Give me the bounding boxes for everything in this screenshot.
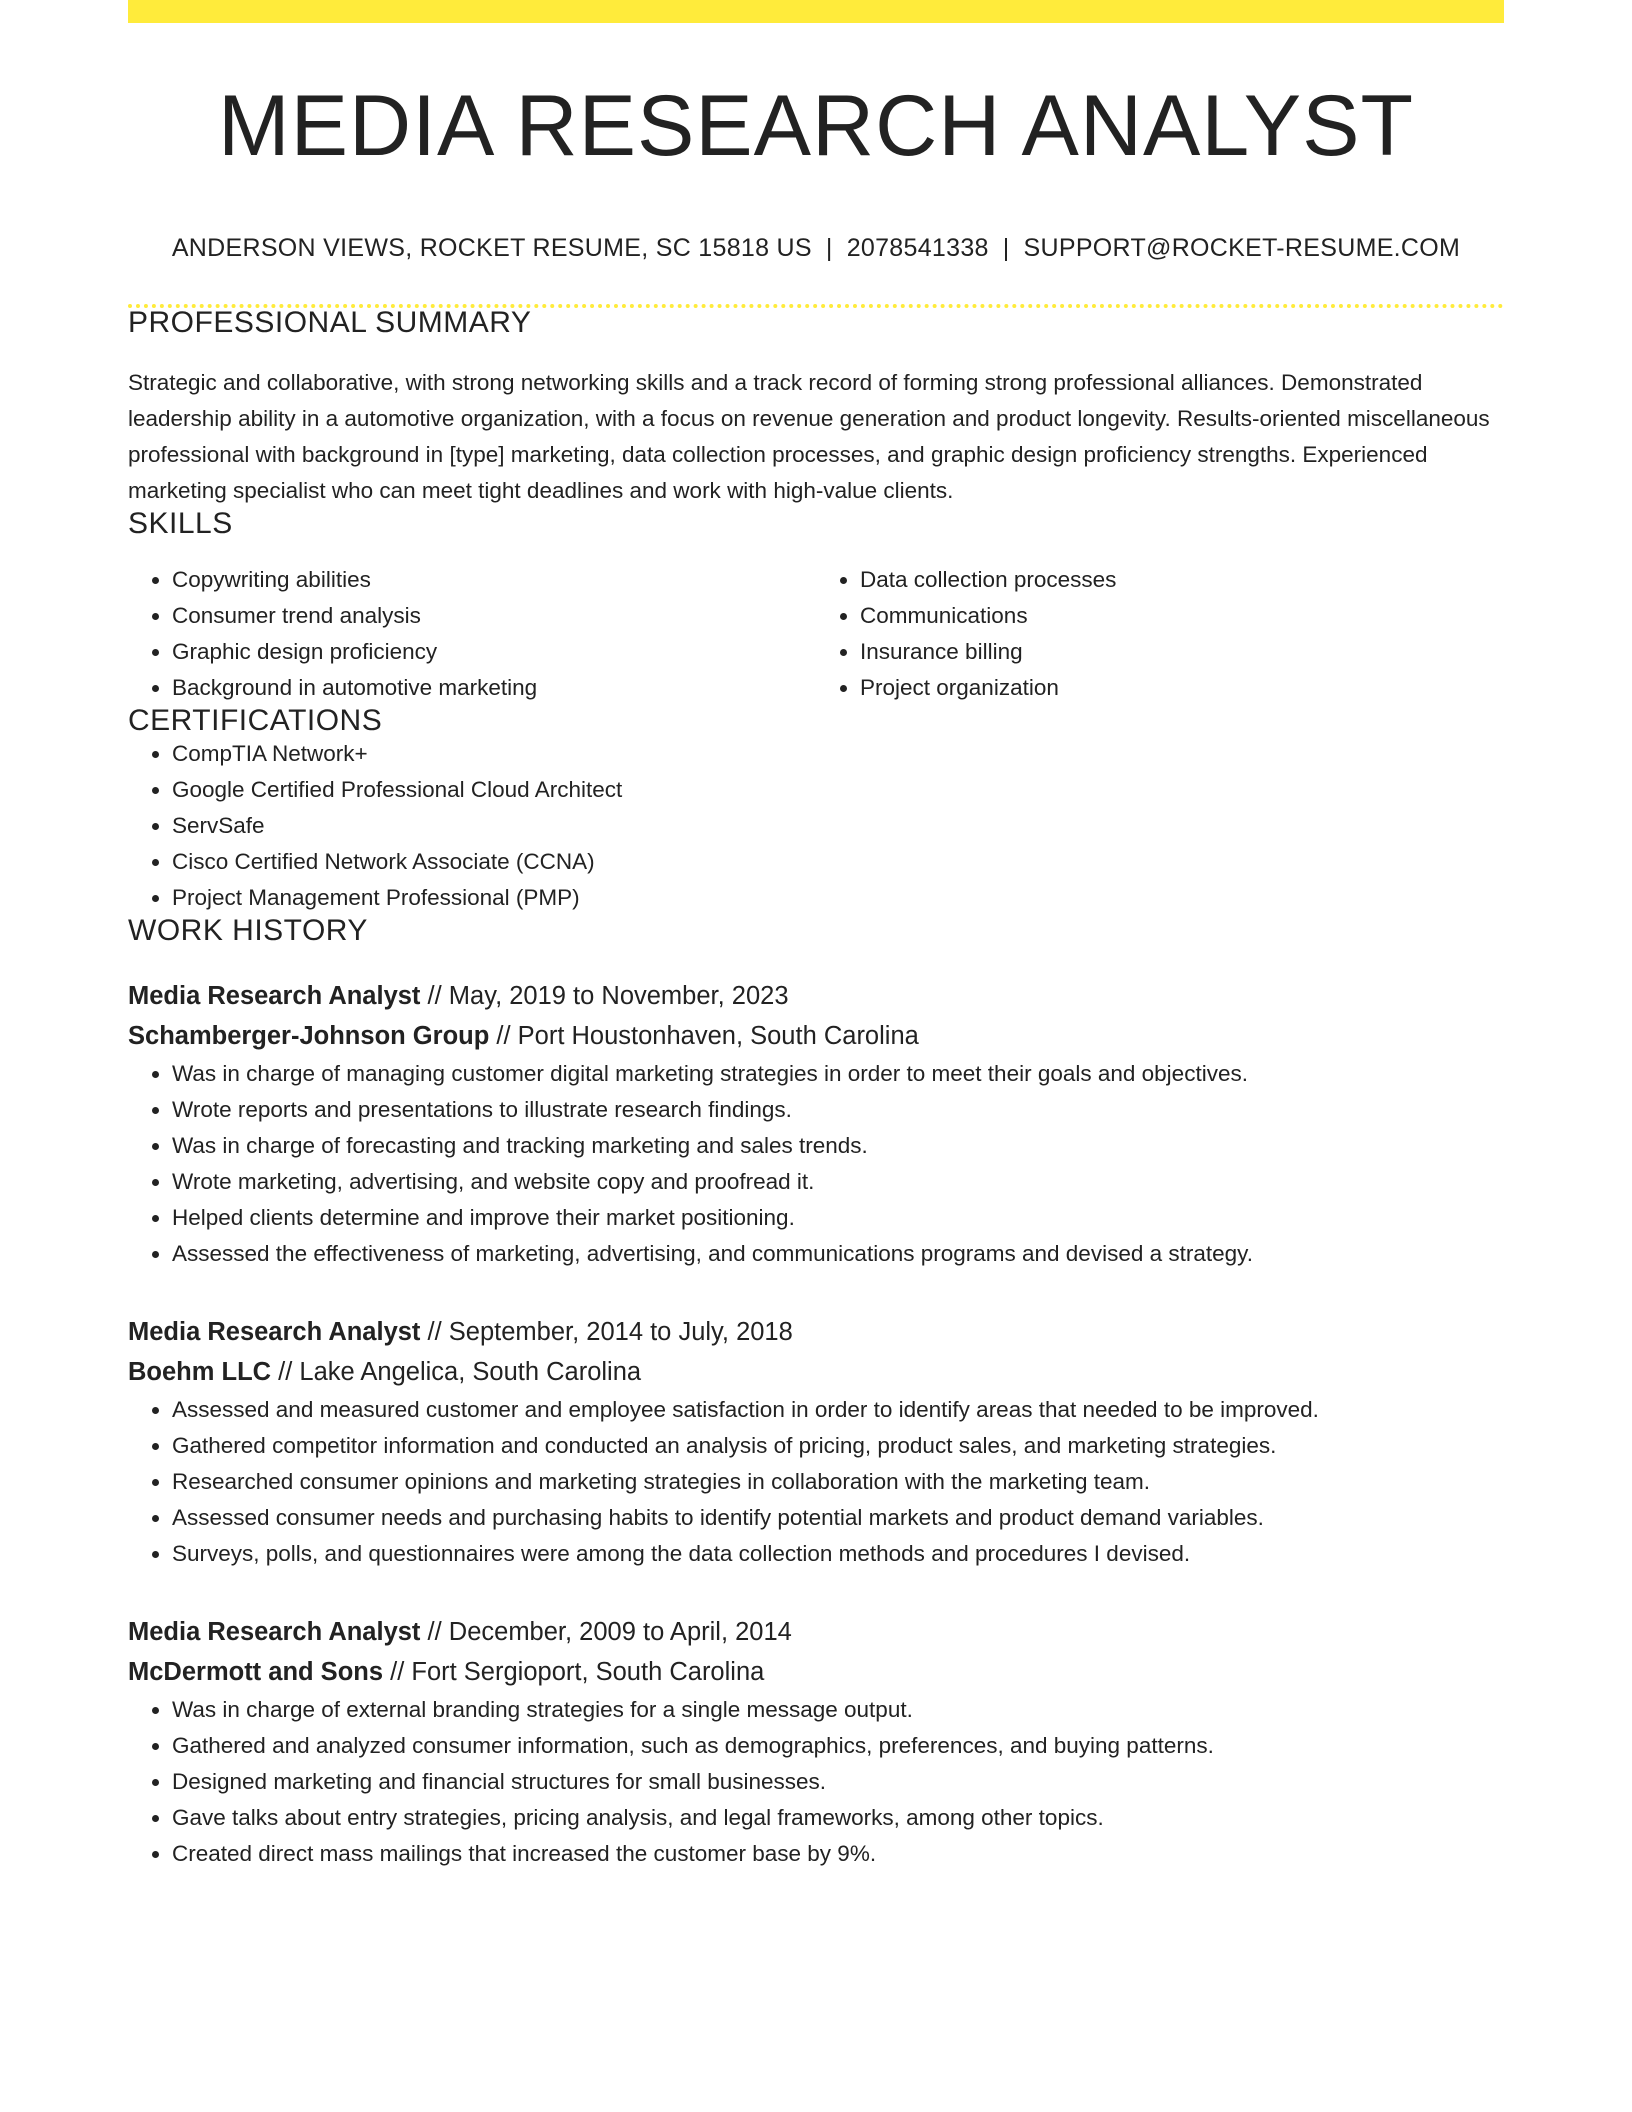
skill-item: • Communications: [860, 598, 1504, 634]
job-entry: [128, 1312, 1504, 1572]
resume-title: MEDIA RESEARCH ANALYST: [217, 78, 1415, 174]
skill-item: • Background in automotive marketing: [172, 670, 816, 706]
skills-heading: SKILLS: [128, 507, 233, 540]
accent-top-bar: [128, 0, 1504, 23]
contact-email: SUPPORT@ROCKET-RESUME.COM: [1023, 234, 1461, 262]
job-bullet: • Assessed consumer needs and purchasing habits to identify potential markets and product demand variables.: [172, 1500, 1504, 1536]
job-title-line: [128, 1612, 1504, 1652]
job-location: // Port Houstonhaven, South Carolina: [496, 1022, 919, 1050]
job-bullet: • Designed marketing and financial structures for small businesses.: [172, 1764, 1504, 1800]
certification-item: • Google Certified Professional Cloud Architect: [172, 772, 1504, 808]
job-title: Media Research Analyst: [128, 982, 421, 1010]
job-bullet: • Was in charge of external branding strategies for a single message output.: [172, 1692, 1504, 1728]
job-bullet: • Helped clients determine and improve their market positioning.: [172, 1200, 1504, 1236]
skill-item: • Project organization: [860, 670, 1504, 706]
job-bullet: • Was in charge of managing customer digital marketing strategies in order to meet their goals and objectives.: [172, 1056, 1504, 1092]
job-bullet: • Wrote reports and presentations to illustrate research findings.: [172, 1092, 1504, 1128]
job-company: Boehm LLC: [128, 1358, 272, 1386]
job-bullet: • Assessed the effectiveness of marketing, advertising, and communications programs and devised a strategy.: [172, 1236, 1504, 1272]
summary-text: Strategic and collaborative, with strong networking skills and a track record of forming strong professional alliances. Demonstrated leadership ability in a automotive organization, with a focus on revenue generation and product longevity. Results-oriented miscellaneous professional with background in [type] marketing, data collection processes, and graphic design proficiency strengths. Experienced marketing specialist who can meet tight deadlines and work with high-value clients.: [128, 370, 1490, 503]
certification-item: • Cisco Certified Network Associate (CCNA): [172, 844, 1504, 880]
contact-address: ANDERSON VIEWS, ROCKET RESUME, SC 15818 US: [171, 234, 812, 262]
certifications-heading: CERTIFICATIONS: [128, 704, 383, 737]
job-company-line: [128, 1352, 1504, 1392]
job-bullet: • Was in charge of forecasting and tracking marketing and sales trends.: [172, 1128, 1504, 1164]
job-dates: // May, 2019 to November, 2023: [427, 982, 789, 1010]
certifications-list: [128, 736, 1504, 916]
work-history-heading: WORK HISTORY: [128, 914, 368, 947]
summary-heading: PROFESSIONAL SUMMARY: [128, 306, 532, 339]
job-bullet: • Surveys, polls, and questionnaires were among the data collection methods and procedures I devised.: [172, 1536, 1504, 1572]
certification-item: • ServSafe: [172, 808, 1504, 844]
resume-page: [128, 0, 1504, 1872]
job-bullet: • Assessed and measured customer and employee satisfaction in order to identify areas that needed to be improved.: [172, 1392, 1504, 1428]
contact-line: [128, 236, 1504, 261]
skills-list-right: [816, 562, 1504, 706]
job-bullet: • Wrote marketing, advertising, and website copy and proofread it.: [172, 1164, 1504, 1200]
skills-grid: [128, 562, 1504, 706]
job-company: McDermott and Sons: [128, 1658, 384, 1686]
job-entry: [128, 976, 1504, 1272]
certification-item: • Project Management Professional (PMP): [172, 880, 1504, 916]
job-bullet: • Researched consumer opinions and marketing strategies in collaboration with the marketing team.: [172, 1464, 1504, 1500]
job-title-line: [128, 976, 1504, 1016]
job-title: Media Research Analyst: [128, 1318, 421, 1346]
contact-separator: |: [1002, 234, 1010, 262]
job-entry: [128, 1612, 1504, 1872]
job-bullets: [128, 1056, 1504, 1272]
skill-item: • Copywriting abilities: [172, 562, 816, 598]
job-bullets: [128, 1692, 1504, 1872]
job-location: // Fort Sergioport, South Carolina: [390, 1658, 765, 1686]
skill-item: • Graphic design proficiency: [172, 634, 816, 670]
skills-list-left: [128, 562, 816, 706]
job-title: Media Research Analyst: [128, 1618, 421, 1646]
job-location: // Lake Angelica, South Carolina: [278, 1358, 642, 1386]
job-bullet: • Created direct mass mailings that increased the customer base by 9%.: [172, 1836, 1504, 1872]
skill-item: • Consumer trend analysis: [172, 598, 816, 634]
contact-separator: |: [825, 234, 833, 262]
job-title-line: [128, 1312, 1504, 1352]
job-bullet: • Gathered competitor information and conducted an analysis of pricing, product sales, and marketing strategies.: [172, 1428, 1504, 1464]
skill-item: • Insurance billing: [860, 634, 1504, 670]
job-bullet: • Gathered and analyzed consumer information, such as demographics, preferences, and buying patterns.: [172, 1728, 1504, 1764]
job-company-line: [128, 1652, 1504, 1692]
contact-phone: 2078541338: [846, 234, 989, 262]
skill-item: • Data collection processes: [860, 562, 1504, 598]
job-dates: // December, 2009 to April, 2014: [427, 1618, 792, 1646]
job-bullets: [128, 1392, 1504, 1572]
job-dates: // September, 2014 to July, 2018: [427, 1318, 793, 1346]
job-company-line: [128, 1016, 1504, 1056]
job-company: Schamberger-Johnson Group: [128, 1022, 490, 1050]
job-bullet: • Gave talks about entry strategies, pricing analysis, and legal frameworks, among other topics.: [172, 1800, 1504, 1836]
certification-item: • CompTIA Network+: [172, 736, 1504, 772]
